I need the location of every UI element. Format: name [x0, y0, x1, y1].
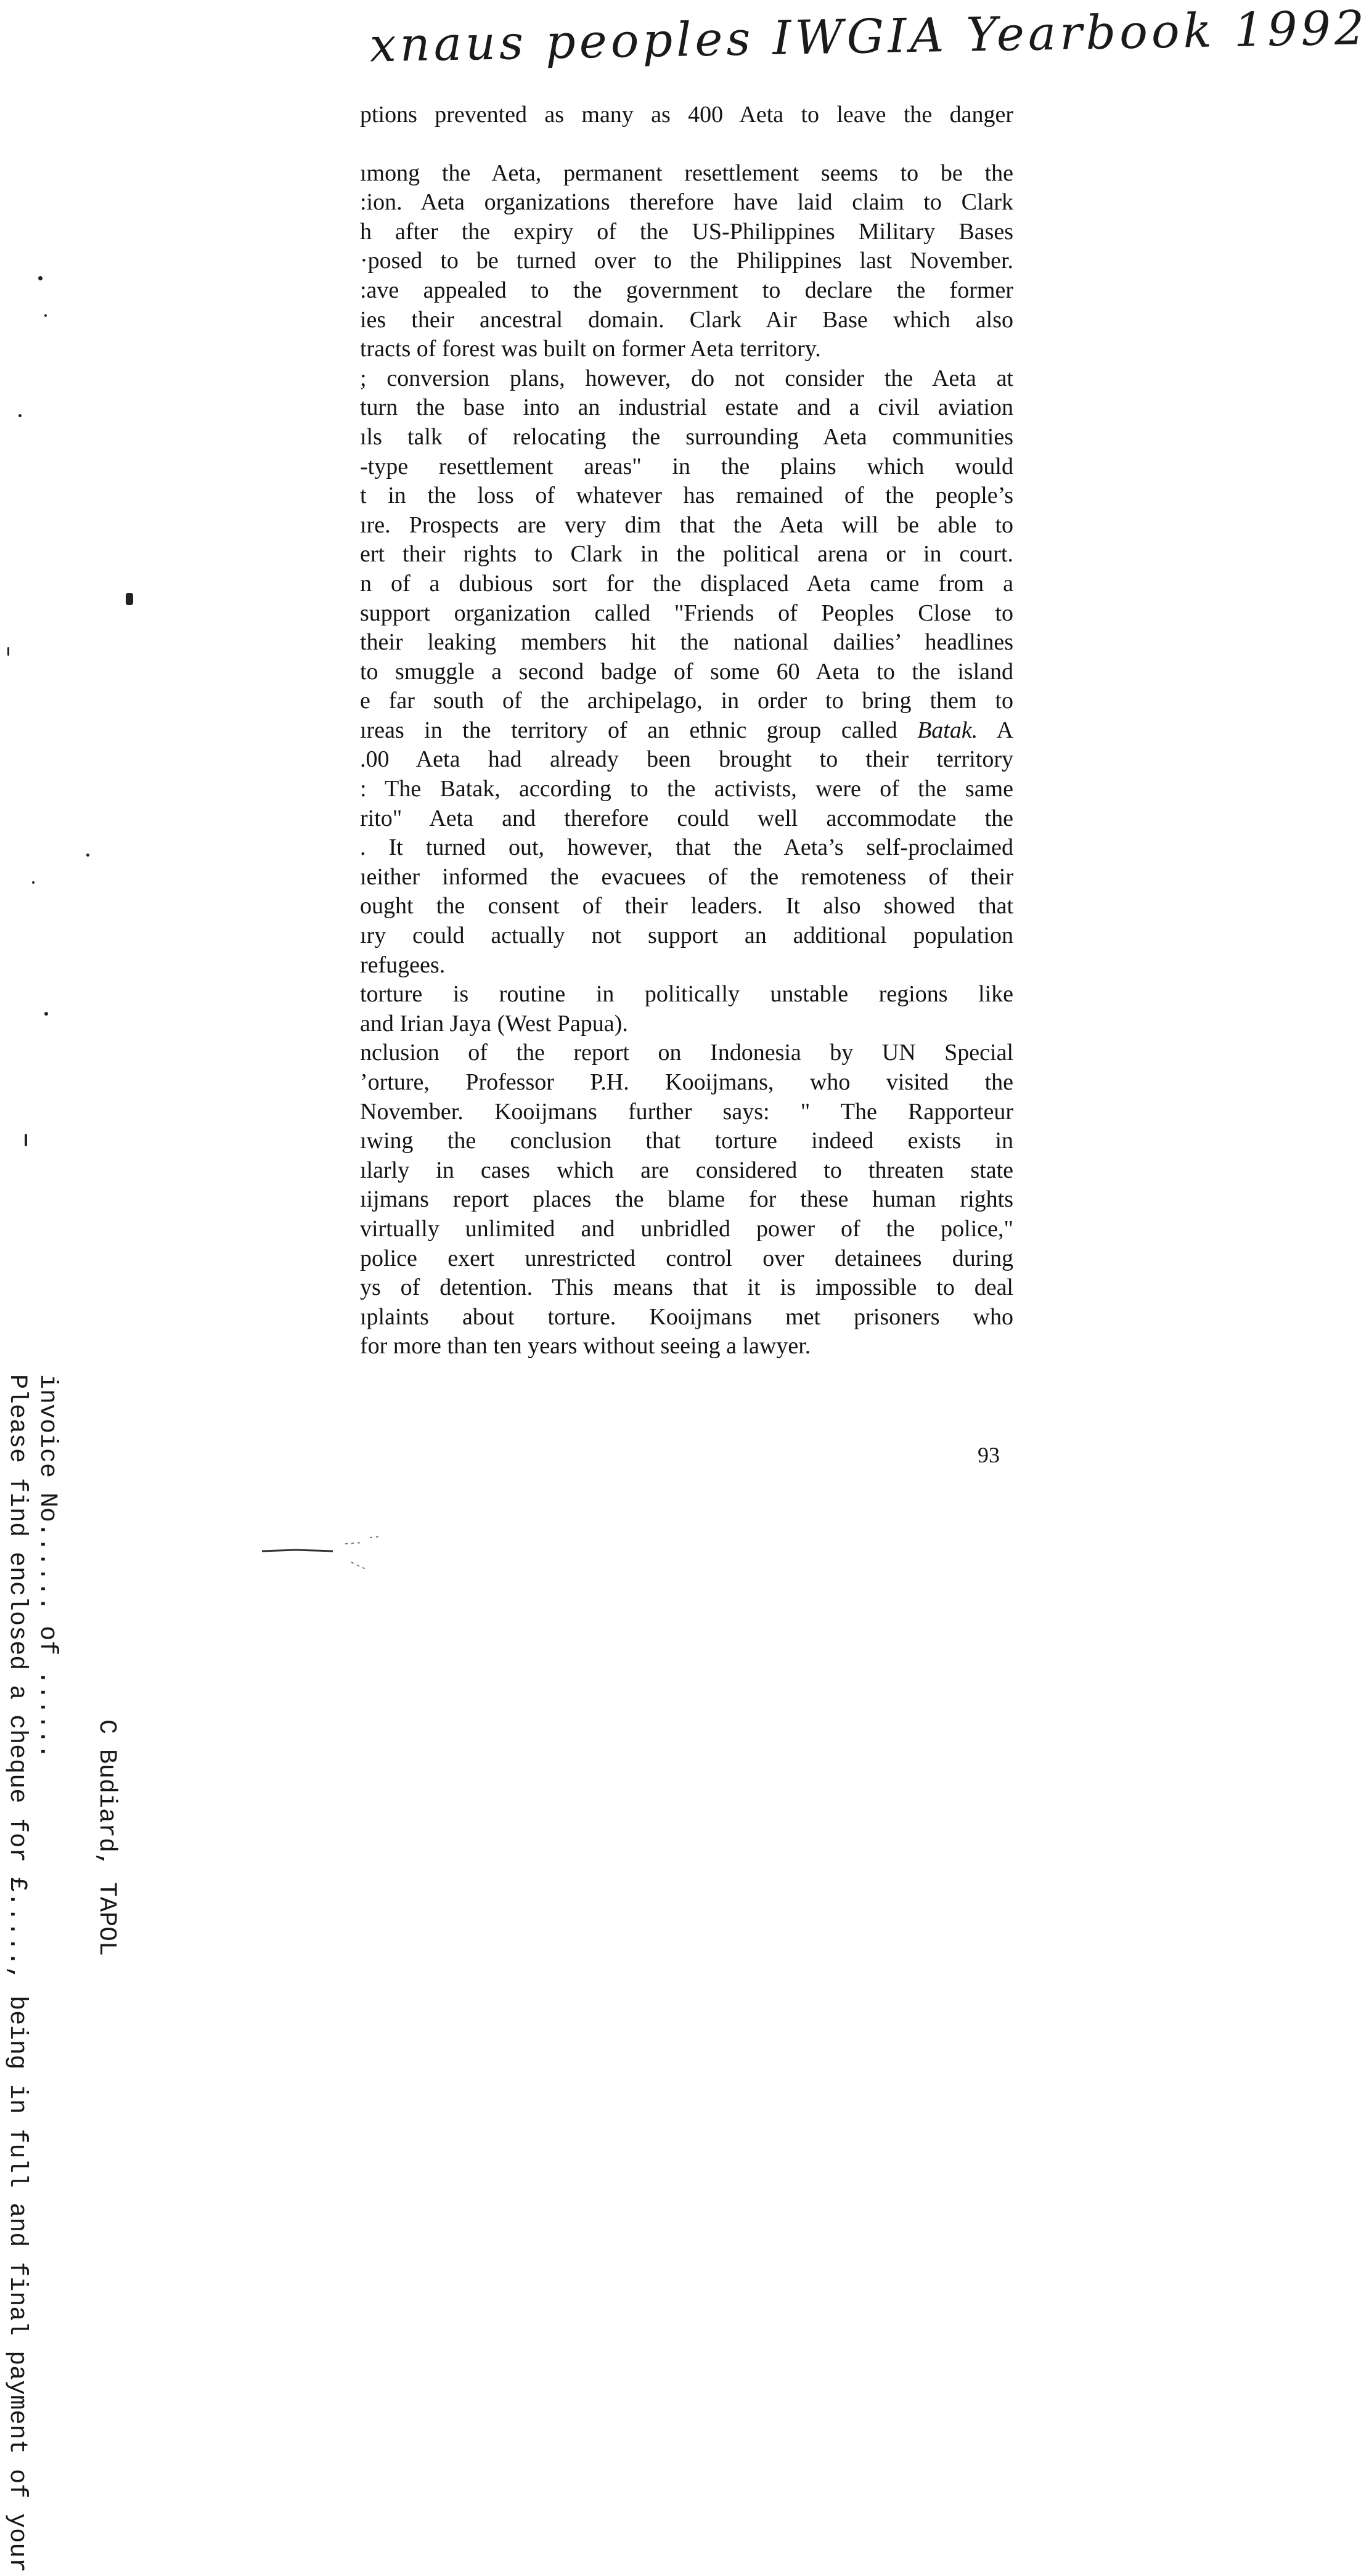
body-line: ought the consent of their leaders. It also showed that — [360, 893, 1013, 919]
stamp-message-line-2: invoice No...... of ...... — [33, 1374, 61, 1759]
scan-speck — [44, 314, 47, 317]
body-line: for more than ten years without seeing a lawyer. — [360, 1333, 811, 1359]
body-line: ptions prevented as many as 400 Aeta to leave the danger — [360, 102, 1013, 128]
body-line: e far south of the archipelago, in order to bring them to — [360, 688, 1013, 714]
body-line: :ion. Aeta organizations therefore have laid claim to Clark — [360, 189, 1013, 216]
body-line: t in the loss of whatever has remained of the people’s — [360, 483, 1013, 509]
scan-speck — [44, 1012, 48, 1016]
body-line: and Irian Jaya (West Papua). — [360, 1010, 628, 1037]
stamp-signature: C Budiard, TAPOL — [92, 1719, 120, 1957]
body-line: n of a dubious sort for the displaced Aeta came from a — [360, 570, 1013, 597]
body-line: ·posed to be turned over to the Philippines last November. — [360, 248, 1013, 274]
body-line: ıwing the conclusion that torture indeed exists in — [360, 1128, 1013, 1154]
scan-speck — [86, 854, 89, 857]
body-line: their leaking members hit the national dailies’ headlines — [360, 629, 1013, 656]
body-line: ıls talk of relocating the surrounding Aeta communities — [360, 423, 1013, 450]
body-line: ımong the Aeta, permanent resettlement seems to be the — [360, 160, 1013, 186]
body-line: ıry could actually not support an additional population — [360, 923, 1013, 949]
batak-italic: Batak. — [917, 717, 978, 743]
body-line: :ave appealed to the government to declare the former — [360, 277, 1013, 303]
scan-speck — [126, 593, 133, 605]
body-line: refugees. — [360, 952, 446, 978]
scan-speck — [7, 647, 9, 656]
body-text-column — [360, 100, 1013, 1361]
body-line: ılarly in cases which are considered to threaten state — [360, 1157, 1013, 1183]
body-line: ys of detention. This means that it is impossible to deal — [360, 1274, 1013, 1301]
body-line: torture is routine in politically unstable regions like — [360, 981, 1013, 1008]
scan-speck — [38, 276, 43, 280]
body-line: police exert unrestricted control over detainees during — [360, 1245, 1013, 1271]
body-line-batak — [360, 716, 1013, 746]
body-line: nclusion of the report on Indonesia by UN Special — [360, 1040, 1013, 1066]
body-line: ıijmans report places the blame for these human rights — [360, 1186, 1013, 1213]
body-line: support organization called "Friends of Peoples Close to — [360, 600, 1013, 626]
body-line: to smuggle a second badge of some 60 Aeta to the island — [360, 658, 1013, 685]
body-line: ies their ancestral domain. Clark Air Base which also — [360, 306, 1013, 333]
scan-speck — [25, 1134, 27, 1146]
body-line: tracts of forest was built on former Aeta territory. — [360, 336, 821, 362]
body-line: ’orture, Professor P.H. Kooijmans, who visited the — [360, 1069, 1013, 1095]
pen-scribble-mark — [259, 1519, 444, 1575]
body-line: ıeither informed the evacuees of the remoteness of their — [360, 863, 1013, 890]
body-line: virtually unlimited and unbridled power of the police," — [360, 1215, 1013, 1242]
stamp-message-line-1: Please find enclosed a cheque for £....., being in full and final payment of your — [3, 1374, 31, 2573]
body-line: ıre. Prospects are very dim that the Aeta will be able to — [360, 512, 1013, 538]
scan-speck — [18, 414, 22, 417]
body-line: ıplaints about torture. Kooijmans met prisoners who — [360, 1303, 1013, 1330]
body-line: ; conversion plans, however, do not consider the Aeta at — [360, 365, 1013, 391]
scan-speck — [32, 881, 35, 884]
body-line: rito" Aeta and therefore could well accommodate the — [360, 805, 1013, 831]
body-line: : The Batak, according to the activists, were of the same — [360, 776, 1013, 802]
body-line: turn the base into an industrial estate and a civil aviation — [360, 394, 1013, 421]
body-line-suffix: A — [996, 717, 1014, 743]
body-line: . It turned out, however, that the Aeta’s self-proclaimed — [360, 834, 1013, 861]
body-line: ert their rights to Clark in the political arena or in court. — [360, 541, 1013, 568]
body-line-text: ıreas in the territory of an ethnic group called — [360, 717, 897, 743]
body-line: .00 Aeta had already been brought to their territory — [360, 746, 1013, 773]
body-line: h after the expiry of the US-Philippines Military Bases — [360, 218, 1013, 245]
handwritten-note: xnaus peoples IWGIA Yearbook 1992 — [369, 0, 1368, 73]
body-line: -type resettlement areas" in the plains which would — [360, 453, 1013, 479]
rotated-stamp-block — [0, 1374, 120, 2576]
page-number: 93 — [978, 1443, 1000, 1467]
body-line: November. Kooijmans further says: " The Rapporteur — [360, 1098, 1013, 1125]
